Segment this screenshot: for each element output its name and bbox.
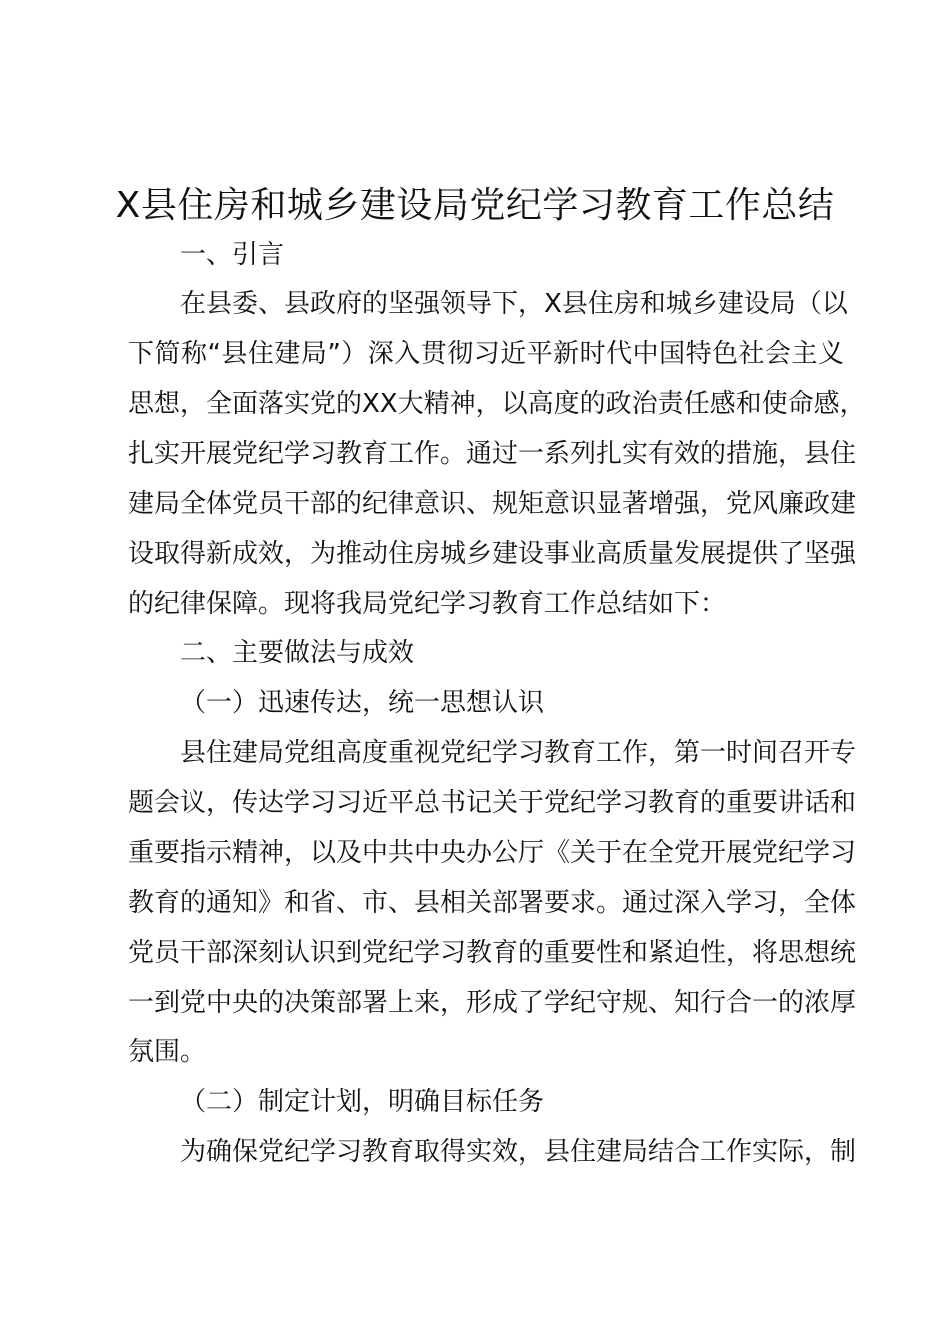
paragraph-line: 教育的通知》和省、市、县相关部署要求。通过深入学习，全体 [128, 888, 857, 918]
subsection-heading-2: （二）制定计划，明确目标任务 [180, 1087, 545, 1117]
paragraph-line: 党员干部深刻认识到党纪学习教育的重要性和紧迫性，将思想统 [128, 938, 857, 968]
paragraph-line: 题会议，传达学习习近平总书记关于党纪学习教育的重要讲话和 [128, 788, 857, 818]
paragraph-line: 设取得新成效，为推动住房城乡建设事业高质量发展提供了坚强 [128, 539, 857, 569]
paragraph-line: 下简称“县住建局”）深入贯彻习近平新时代中国特色社会主义 [128, 339, 844, 369]
paragraph-line: 重要指示精神，以及中共中央办公厅《关于在全党开展党纪学习 [128, 838, 857, 868]
paragraph-line: 为确保党纪学习教育取得实效，县住建局结合工作实际，制 [180, 1137, 857, 1167]
paragraph-line: 思想，全面落实党的XX大精神，以高度的政治责任感和使命感， [128, 389, 866, 419]
paragraph-line: 的纪律保障。现将我局党纪学习教育工作总结如下： [128, 589, 727, 619]
paragraph-line: 在县委、县政府的坚强领导下，X县住房和城乡建设局（以 [180, 289, 848, 319]
paragraph-line: 氛围。 [128, 1037, 207, 1067]
paragraph-line: 县住建局党组高度重视党纪学习教育工作，第一时间召开专 [180, 738, 857, 768]
subsection-heading-1: （一）迅速传达，统一思想认识 [180, 688, 545, 718]
section-heading-introduction: 一、引言 [180, 240, 285, 270]
section-heading-main-practices: 二、主要做法与成效 [180, 638, 415, 668]
document-title: X县住房和城乡建设局党纪学习教育工作总结 [115, 185, 835, 226]
paragraph-line: 建局全体党员干部的纪律意识、规矩意识显著增强，党风廉政建 [128, 489, 857, 519]
paragraph-line: 一到党中央的决策部署上来，形成了学纪守规、知行合一的浓厚 [128, 988, 857, 1018]
paragraph-line: 扎实开展党纪学习教育工作。通过一系列扎实有效的措施，县住 [128, 439, 857, 469]
